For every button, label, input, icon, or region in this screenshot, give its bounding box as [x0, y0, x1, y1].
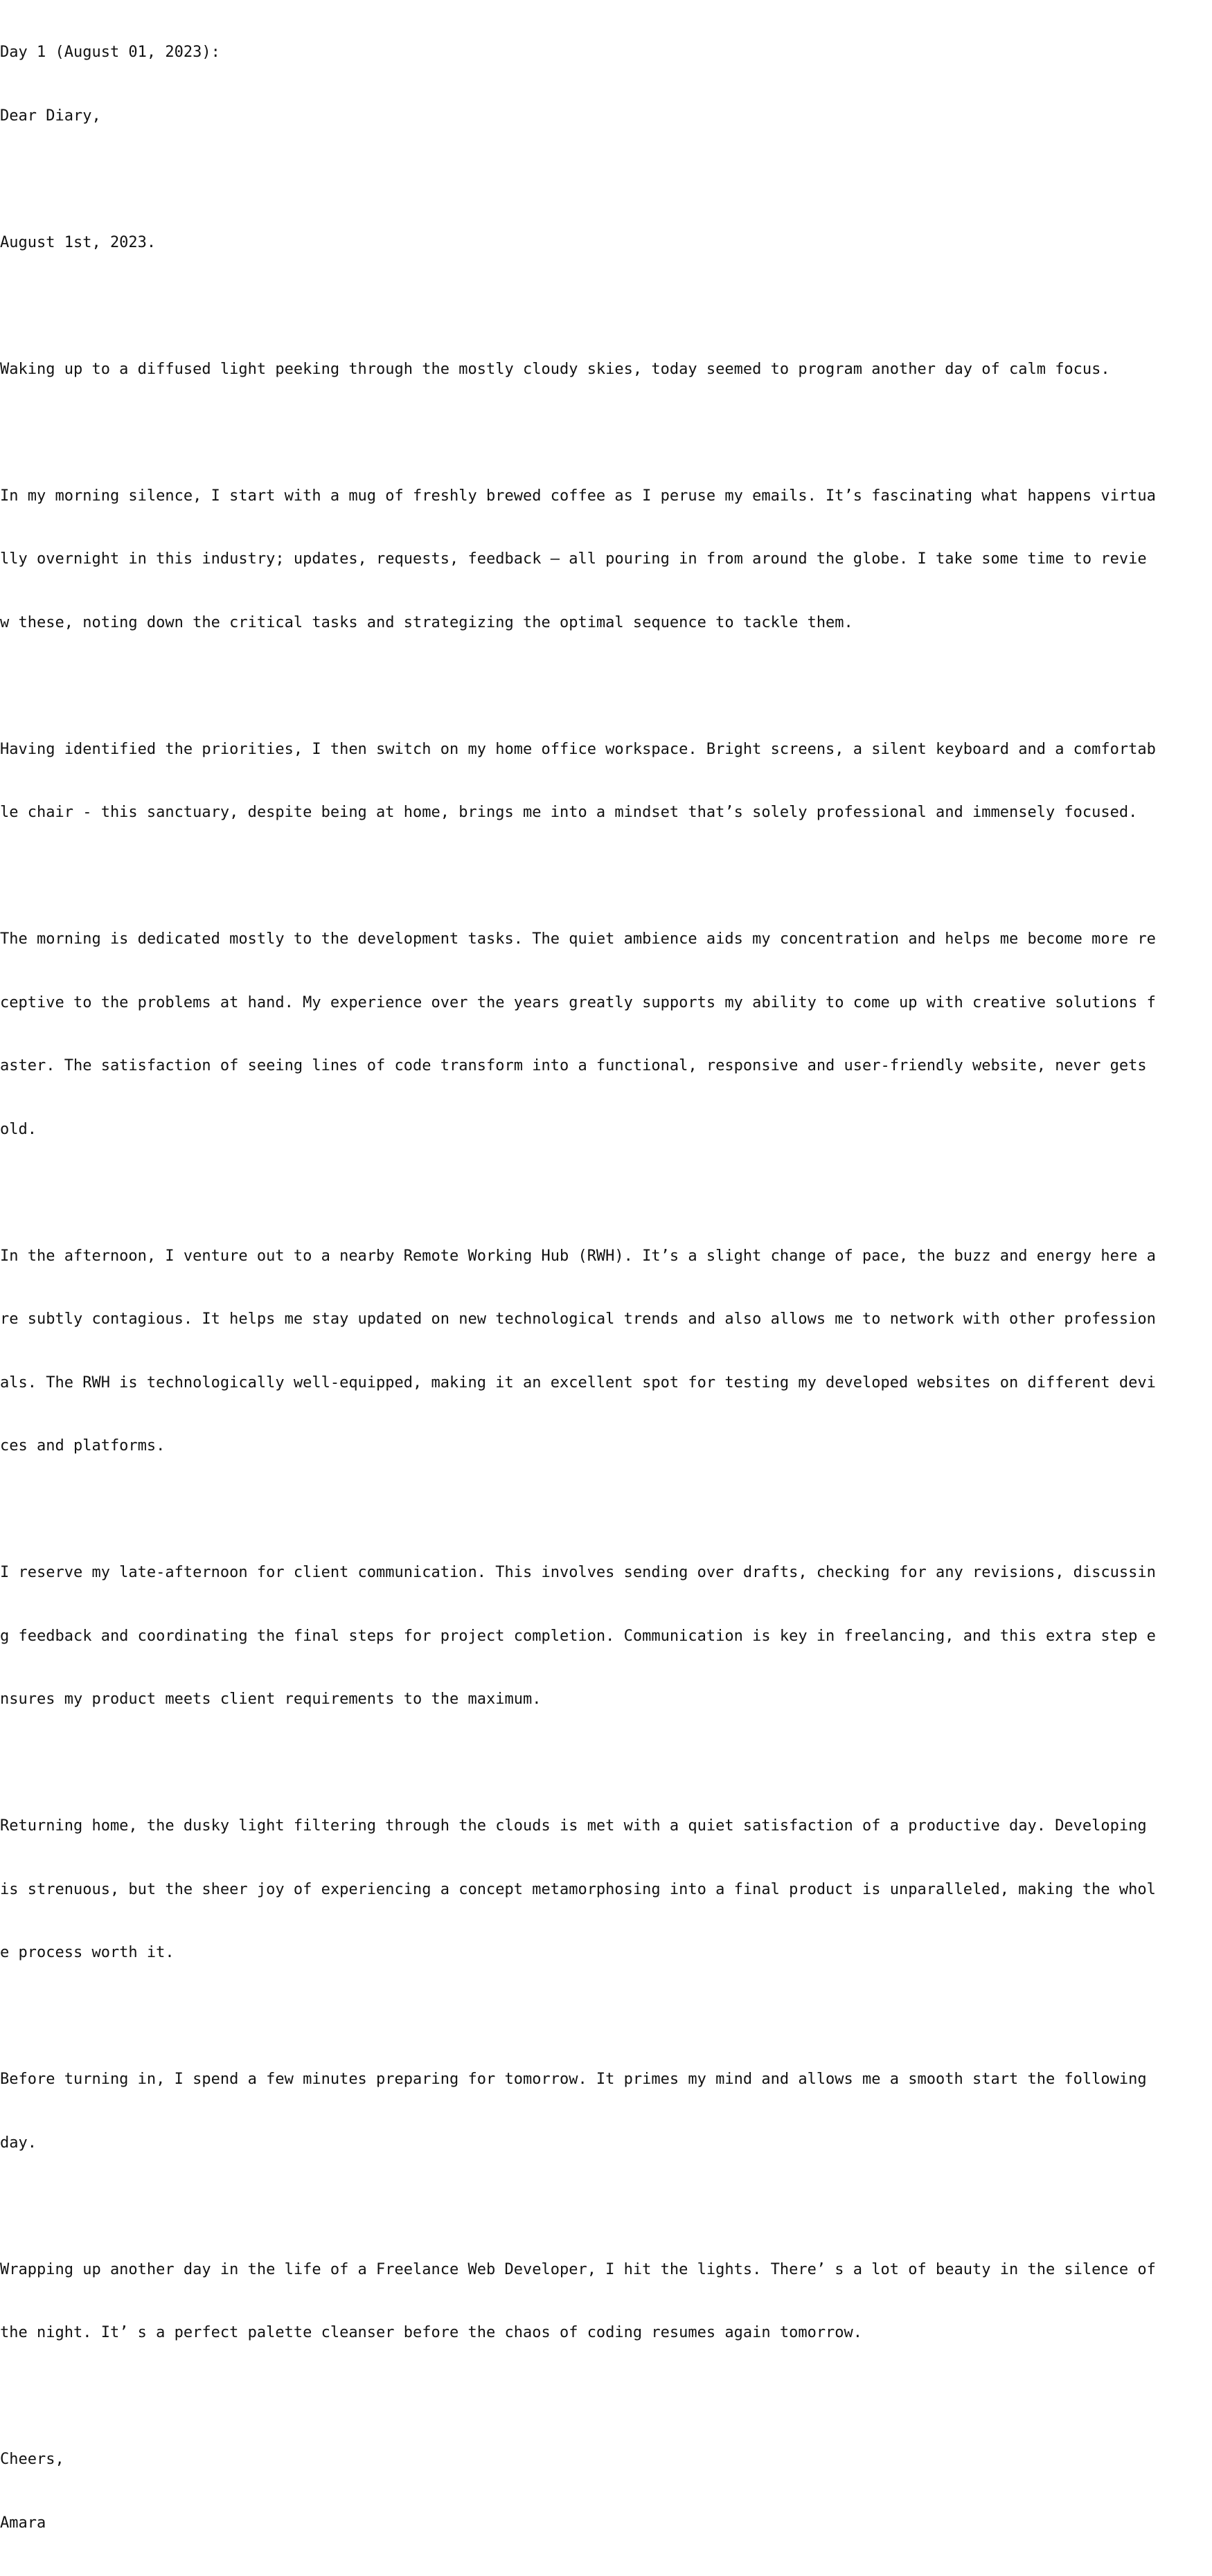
diary-line: g feedback and coordinating the final steps for project completion. Communication is key in freelancing, and this extra step e [0, 1627, 1156, 1645]
diary-line: August 1st, 2023. [0, 233, 157, 251]
diary-line: e process worth it. [0, 1944, 175, 1961]
diary-line [0, 1499, 1212, 1521]
diary-line: Wrapping up another day in the life of a Freelance Web Developer, I hit the lights. There’ s a lot of beauty in the silence of [0, 2260, 1156, 2278]
diary-line: ces and platforms. [0, 1437, 166, 1454]
diary-line [0, 422, 1212, 444]
diary-line: w these, noting down the critical tasks and strategizing the optimal sequence to tackle them. [0, 613, 853, 631]
diary-line: lly overnight in this industry; updates, requests, feedback – all pouring in from around the globe. I take some time to revie [0, 550, 1147, 568]
diary-line: Having identified the priorities, I then switch on my home office workspace. Bright screens, a silent keyboard and a comfortab [0, 740, 1156, 758]
diary-line: als. The RWH is technologically well-equipped, making it an excellent spot for testing my developed websites on different devi [0, 1373, 1156, 1391]
diary-line: ceptive to the problems at hand. My experience over the years greatly supports my ability to come up with creative solutions f [0, 993, 1156, 1011]
diary-line: Cheers, [0, 2451, 64, 2468]
diary-line: aster. The satisfaction of seeing lines of code transform into a functional, responsive and user-friendly website, never gets [0, 1057, 1147, 1074]
diary-line [0, 296, 1212, 317]
diary-line: The morning is dedicated mostly to the development tasks. The quiet ambience aids my concentration and helps me become more re [0, 930, 1156, 948]
diary-line: Before turning in, I spend a few minutes preparing for tomorrow. It primes my mind and allows me a smooth start the following [0, 2071, 1147, 2088]
diary-line [0, 2196, 1212, 2217]
diary-line: I reserve my late-afternoon for client communication. This involves sending over drafts, checking for any revisions, discussin [0, 1564, 1156, 1581]
diary-line: Dear Diary, [0, 107, 101, 125]
diary-line [0, 2006, 1212, 2028]
diary-line: le chair - this sanctuary, despite being at home, brings me into a mindset that’s solely professional and immensely focused. [0, 804, 1138, 821]
diary-line [0, 1182, 1212, 1204]
diary-line: re subtly contagious. It helps me stay updated on new technological trends and also allows me to network with other profession [0, 1310, 1156, 1328]
diary-line: Waking up to a diffused light peeking through the mostly cloudy skies, today seemed to program another day of calm focus. [0, 360, 1110, 378]
diary-line: Returning home, the dusky light filtering through the clouds is met with a quiet satisfaction of a productive day. Developing [0, 1817, 1147, 1835]
diary-line: the night. It’ s a perfect palette cleanser before the chaos of coding resumes again tomorrow. [0, 2324, 863, 2341]
diary-line: Amara [0, 2514, 46, 2532]
diary-line [0, 676, 1212, 697]
diary-line [0, 1753, 1212, 1774]
diary-line: nsures my product meets client requirements to the maximum. [0, 1691, 542, 1708]
diary-line: In my morning silence, I start with a mug of freshly brewed coffee as I peruse my emails. It’s fascinating what happens virtua [0, 487, 1156, 505]
diary-line [0, 169, 1212, 190]
diary-line: old. [0, 1120, 37, 1138]
diary-line: Day 1 (August 01, 2023): [0, 44, 220, 61]
diary-line: is strenuous, but the sheer joy of experiencing a concept metamorphosing into a final product is unparalleled, making the whol [0, 1880, 1156, 1898]
diary-line [0, 2386, 1212, 2408]
diary-line: In the afternoon, I venture out to a nearby Remote Working Hub (RWH). It’s a slight change of pace, the buzz and energy here a [0, 1247, 1156, 1265]
diary-line [0, 866, 1212, 888]
diary-line: day. [0, 2134, 37, 2152]
